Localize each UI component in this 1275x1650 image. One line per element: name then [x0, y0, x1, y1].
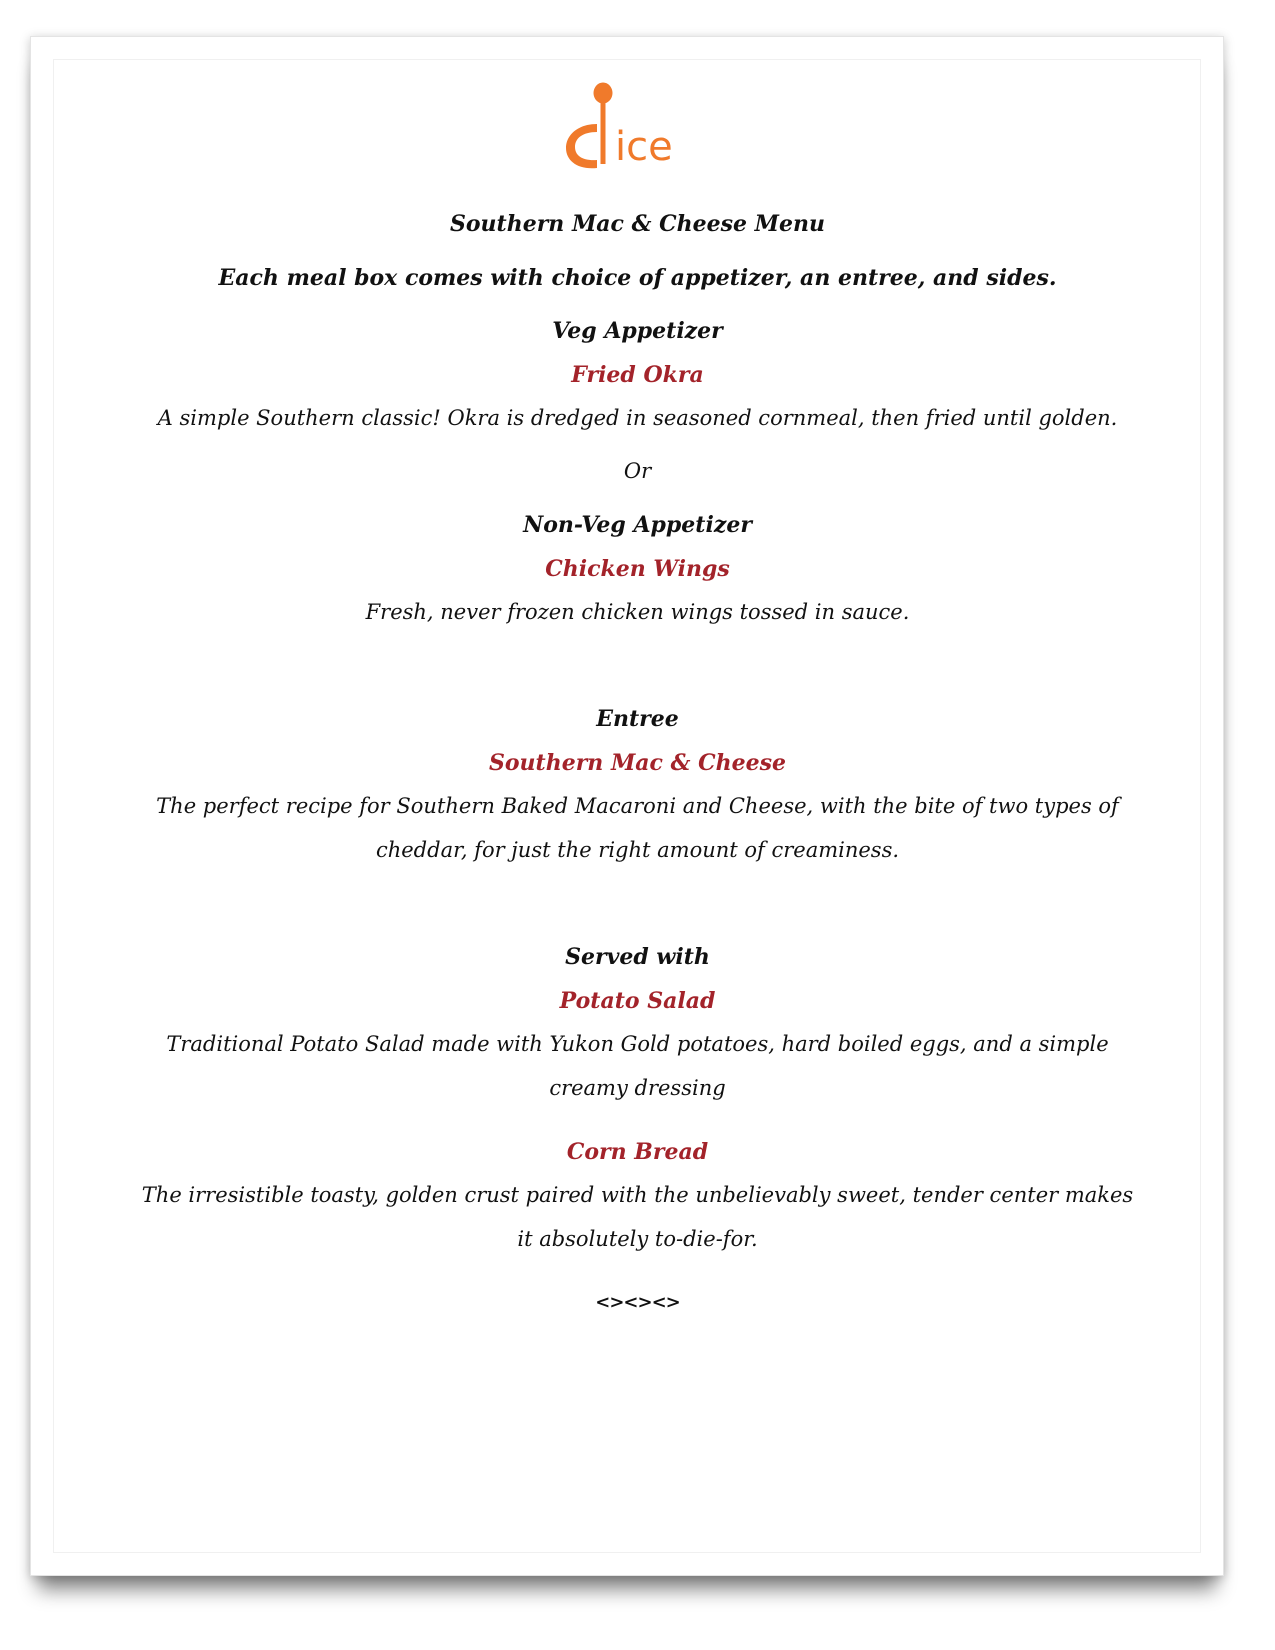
- entree-dish: Southern Mac & Cheese: [488, 750, 787, 776]
- entree-description: The perfect recipe for Southern Baked Macaroni and Cheese, with the bite of two types of cheddar, for just the right amount of creaminess.: [156, 794, 1119, 862]
- letter-d-bowl: [566, 124, 597, 168]
- spoon-handle: [601, 102, 606, 164]
- veg-appetizer-heading: Veg Appetizer: [552, 318, 723, 344]
- veg-appetizer-dish: Fried Okra: [571, 362, 704, 388]
- dice-logo: [560, 80, 690, 180]
- nonveg-appetizer-heading: Non-Veg Appetizer: [523, 512, 752, 538]
- ornament-divider: <><><>: [595, 1292, 680, 1313]
- side-description-corn-bread: The irresistible toasty, golden crust paired with the unbelievably sweet, tender center makes it absolutely to-die-for.: [141, 1183, 1134, 1251]
- side-description-potato-salad: Traditional Potato Salad made with Yukon Gold potatoes, hard boiled eggs, and a simple creamy dressing: [166, 1032, 1109, 1100]
- logo-text-ice: ice: [615, 124, 673, 170]
- veg-appetizer-description: A simple Southern classic! Okra is dredged in seasoned cornmeal, then fried until golden.: [157, 406, 1118, 430]
- menu-title: Southern Mac & Cheese Menu: [449, 211, 826, 237]
- side-dish-corn-bread: Corn Bread: [566, 1139, 709, 1165]
- side-dish-potato-salad: Potato Salad: [559, 988, 716, 1014]
- nonveg-appetizer-description: Fresh, never frozen chicken wings tossed in sauce.: [365, 600, 910, 624]
- menu-intro: Each meal box comes with choice of appetizer, an entree, and sides.: [218, 265, 1057, 291]
- spoon-bowl: [594, 83, 613, 104]
- sides-heading: Served with: [565, 944, 710, 970]
- or-separator: Or: [623, 459, 652, 483]
- nonveg-appetizer-dish: Chicken Wings: [545, 556, 730, 582]
- entree-heading: Entree: [596, 706, 679, 732]
